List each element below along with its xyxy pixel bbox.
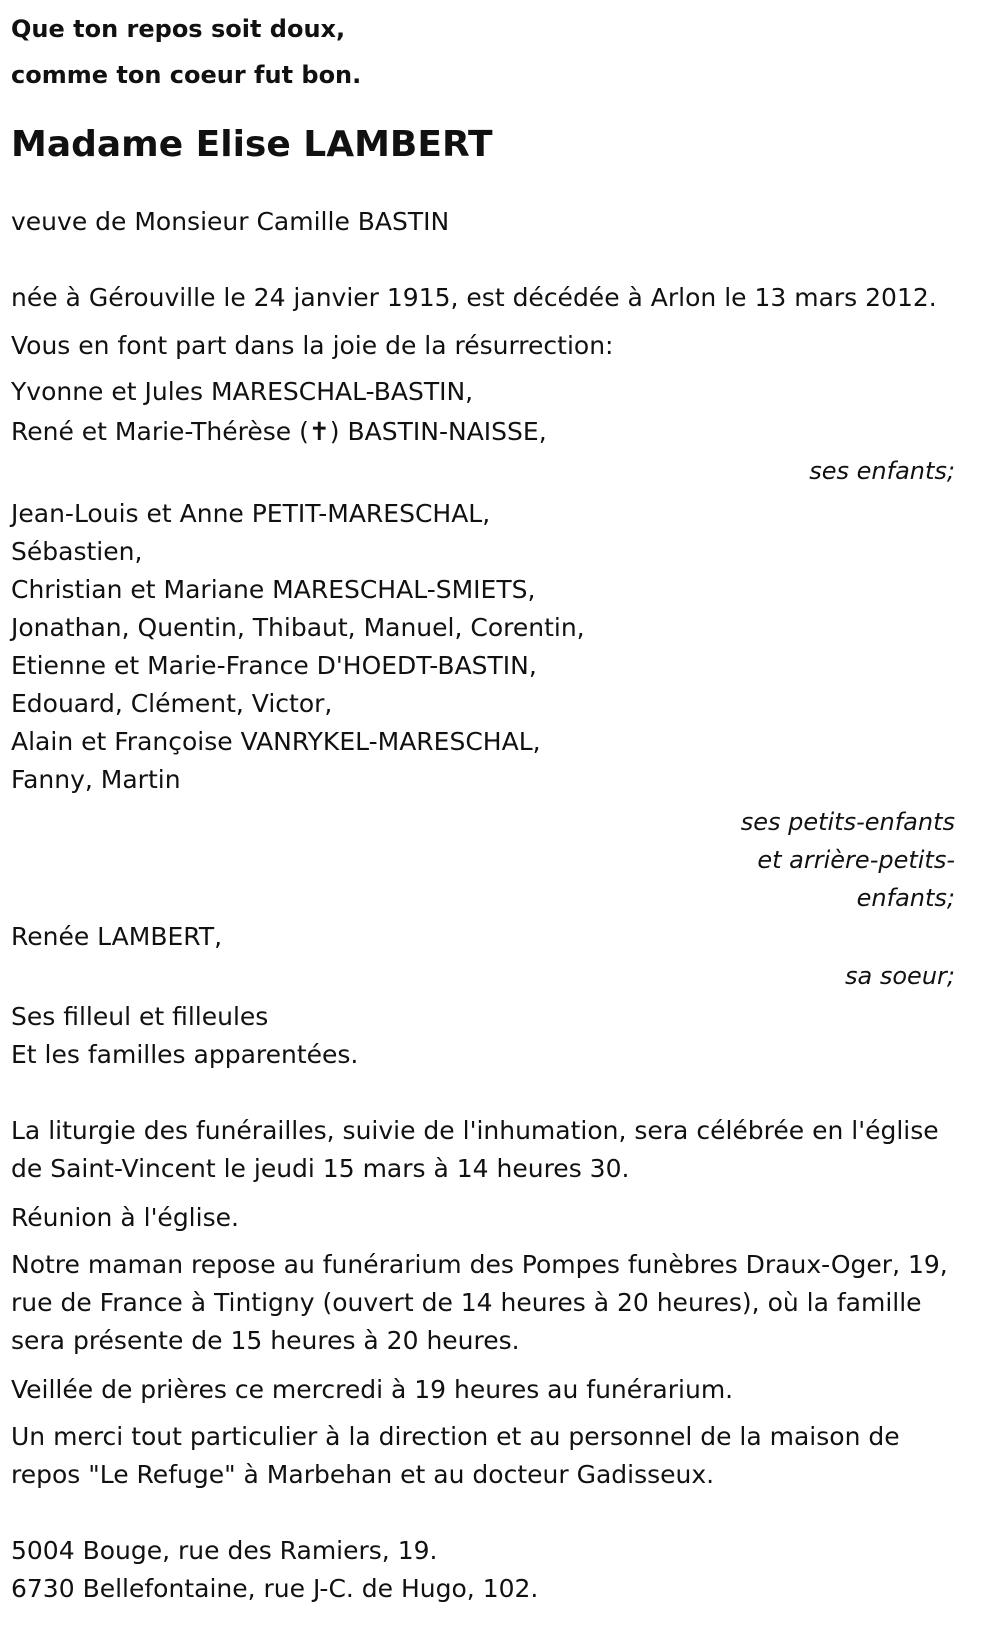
epigraph-line-2: comme ton coeur fut bon. bbox=[11, 61, 362, 89]
grandchildren-label-1: ses petits-enfants bbox=[740, 808, 955, 836]
others-line-1: Ses filleul et filleules bbox=[11, 1002, 269, 1031]
grandchildren-line: Jonathan, Quentin, Thibaut, Manuel, Corentin, bbox=[11, 613, 585, 642]
grandchildren-line: Edouard, Clément, Victor, bbox=[11, 689, 333, 718]
meeting-paragraph: Réunion à l'église. bbox=[11, 1203, 239, 1232]
grandchildren-line: Etienne et Marie-France D'HOEDT-BASTIN, bbox=[11, 651, 537, 680]
grandchildren-line: Sébastien, bbox=[11, 537, 143, 566]
announcement-line: Vous en font part dans la joie de la résurrection: bbox=[11, 331, 614, 360]
repose-paragraph: Notre maman repose au funérarium des Pompes funèbres Draux-Oger, 19, rue de France à Tintigny (ouvert de 14 heures à 20 heures), où la famille sera présente de 15 heures à 20 heures. bbox=[11, 1250, 948, 1355]
others-line-2: Et les familles apparentées. bbox=[11, 1040, 359, 1069]
sister-label: sa soeur; bbox=[845, 962, 955, 990]
grandchildren-line: Jean-Louis et Anne PETIT-MARESCHAL, bbox=[11, 499, 491, 528]
children-line-2: René et Marie-Thérèse (✝) BASTIN-NAISSE, bbox=[11, 417, 547, 446]
children-label: ses enfants; bbox=[809, 457, 955, 485]
address-line-2: 6730 Bellefontaine, rue J-C. de Hugo, 102. bbox=[11, 1574, 539, 1603]
grandchildren-line: Alain et Françoise VANRYKEL-MARESCHAL, bbox=[11, 727, 541, 756]
grandchildren-label-3: enfants; bbox=[856, 884, 955, 912]
funeral-paragraph: La liturgie des funérailles, suivie de l'inhumation, sera célébrée en l'église de Saint-Vincent le jeudi 15 mars à 14 heures 30. bbox=[11, 1116, 939, 1183]
vigil-paragraph: Veillée de prières ce mercredi à 19 heures au funérarium. bbox=[11, 1375, 734, 1404]
sister-line: Renée LAMBERT, bbox=[11, 922, 223, 951]
spouse-line: veuve de Monsieur Camille BASTIN bbox=[11, 207, 450, 236]
thanks-paragraph: Un merci tout particulier à la direction et au personnel de la maison de repos "Le Refuge" à Marbehan et au docteur Gadisseux. bbox=[11, 1422, 900, 1489]
birth-death-line: née à Gérouville le 24 janvier 1915, est décédée à Arlon le 13 mars 2012. bbox=[11, 283, 937, 312]
address-line-1: 5004 Bouge, rue des Ramiers, 19. bbox=[11, 1536, 438, 1565]
grandchildren-line: Christian et Mariane MARESCHAL-SMIETS, bbox=[11, 575, 536, 604]
children-line-1: Yvonne et Jules MARESCHAL-BASTIN, bbox=[11, 377, 474, 406]
deceased-name: Madame Elise LAMBERT bbox=[11, 124, 493, 165]
grandchildren-label-2: et arrière-petits- bbox=[757, 846, 955, 874]
grandchildren-line: Fanny, Martin bbox=[11, 765, 181, 794]
epigraph-line-1: Que ton repos soit doux, bbox=[11, 15, 346, 43]
